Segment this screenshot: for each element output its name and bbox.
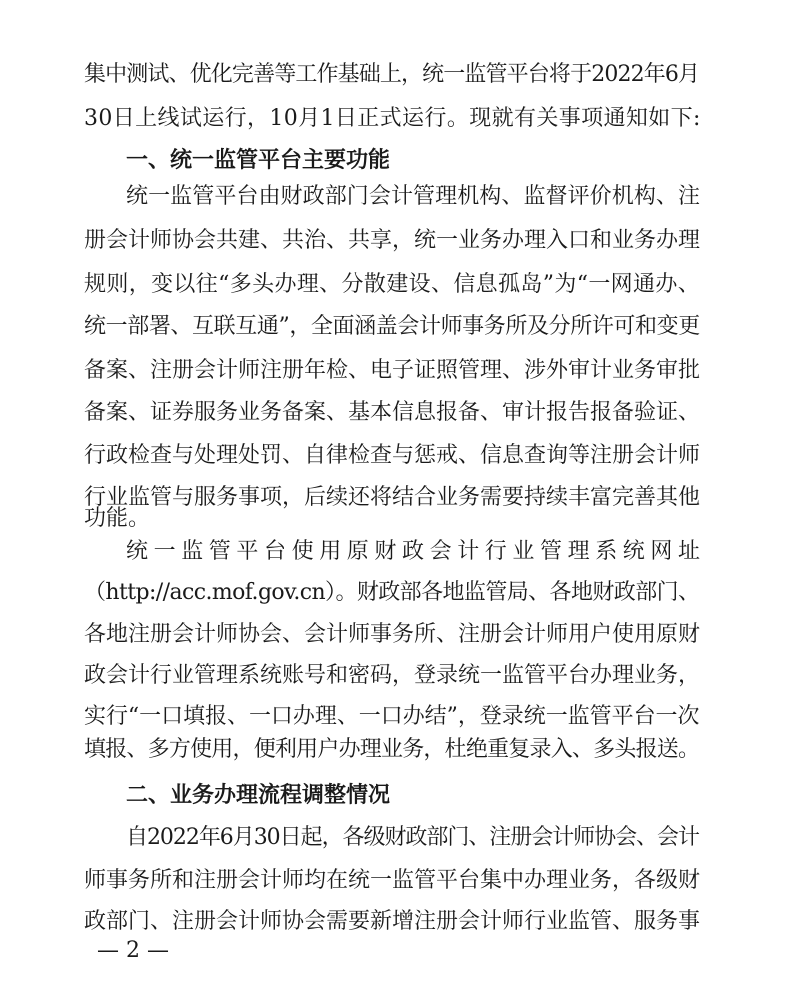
- text-line: 行业监管与服务事项，后续还将结合业务需要持续丰富完善其他: [84, 485, 701, 510]
- text-line: 统一部署、互联互通”，全面涵盖会计师事务所及分所许可和变更: [84, 314, 700, 339]
- text-line: 统一监管平台由财政部门会计管理机构、监督评价机构、注: [126, 184, 701, 209]
- text-line: 30日上线试运行，10月1日正式运行。现就有关事项通知如下:: [84, 106, 701, 131]
- text-line: 统一监管平台使用原财政会计行业管理系统网址: [126, 539, 706, 564]
- text-line: 政会计行业管理系统账号和密码，登录统一监管平台办理业务，: [84, 663, 701, 688]
- text-line: 备案、注册会计师注册年检、电子证照管理、涉外审计业务审批: [84, 358, 701, 383]
- text-line: 功能。: [84, 506, 151, 531]
- text-line: 册会计师协会共建、共治、共享，统一业务办理入口和业务办理: [84, 228, 701, 253]
- text-line: 规则，变以往“多头办理、分散建设、信息孤岛”为“一网通办、: [84, 272, 701, 297]
- text-line: 自2022年6月30日起，各级财政部门、注册会计师协会、会计: [126, 825, 699, 850]
- section-heading: 二、业务办理流程调整情况: [126, 783, 391, 808]
- text-line: 各地注册会计师协会、会计师事务所、注册会计师用户使用原财: [84, 622, 701, 647]
- text-line: 政部门、注册会计师协会需要新增注册会计师行业监管、服务事: [84, 909, 701, 934]
- text-line: 填报、多方使用，便利用户办理业务，杜绝重复录入、多头报送。: [84, 737, 700, 762]
- page-number: — 2 —: [97, 938, 169, 963]
- section-heading: 一、统一监管平台主要功能: [126, 148, 391, 173]
- text-line: 行政检查与处理处罚、自律检查与惩戒、信息查询等注册会计师: [84, 443, 701, 468]
- text-line: 实行“一口填报、一口办理、一口办结”，登录统一监管平台一次: [84, 704, 700, 729]
- text-line: 集中测试、优化完善等工作基础上，统一监管平台将于2022年6月: [84, 62, 700, 87]
- text-line: 备案、证券服务业务备案、基本信息报备、审计报告报备验证、: [84, 400, 701, 425]
- text-line: （http://acc.mof.gov.cn）。财政部各地监管局、各地财政部门、: [84, 580, 700, 605]
- text-line: 师事务所和注册会计师均在统一监管平台集中办理业务，各级财: [84, 868, 701, 893]
